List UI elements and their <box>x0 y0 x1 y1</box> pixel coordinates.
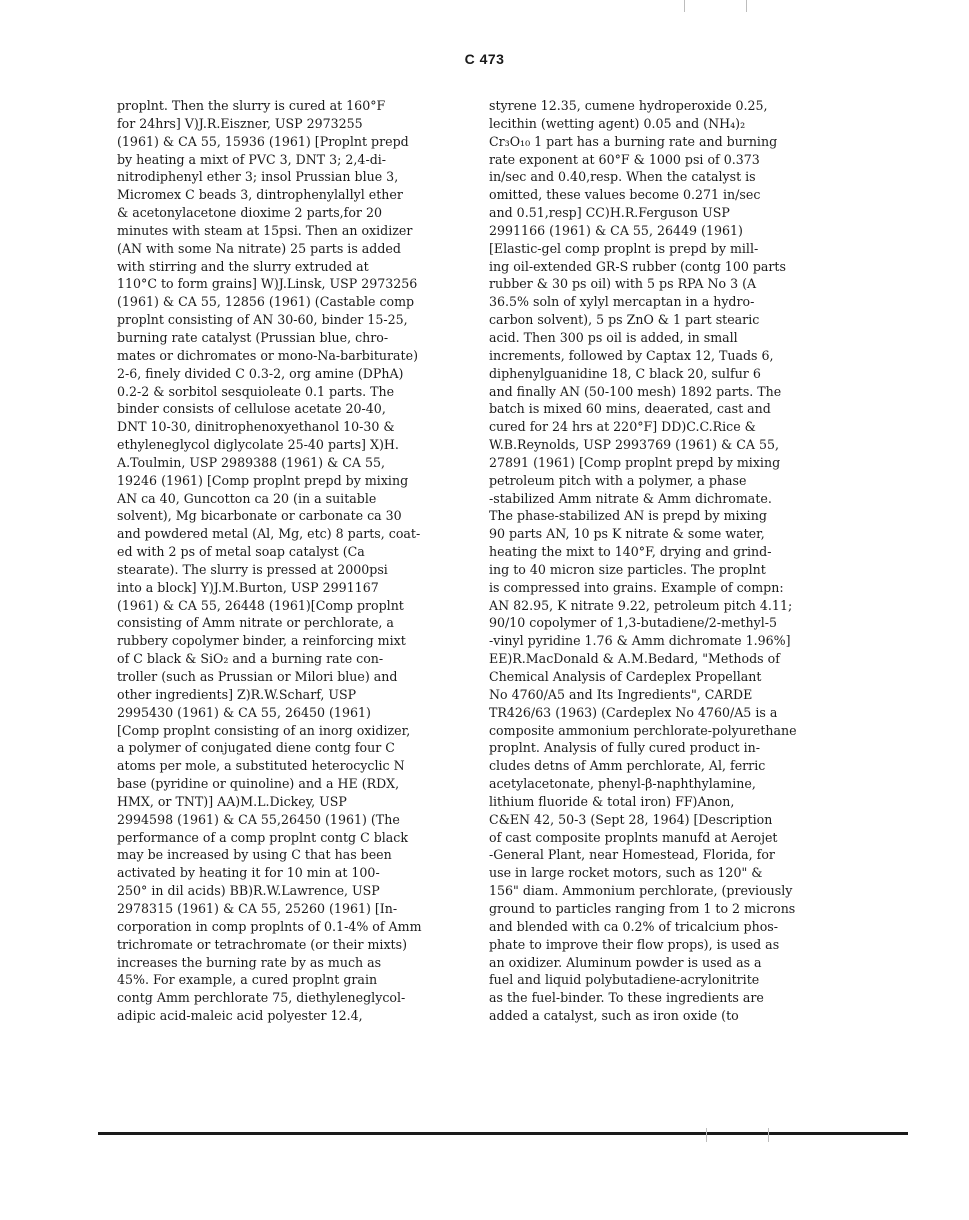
text-line: EE)R.MacDonald & A.M.Bedard, "Methods of <box>489 651 780 667</box>
text-line: A.Toulmin, USP 2989388 (1961) & CA 55, <box>117 454 385 470</box>
left-text-column <box>117 97 442 1025</box>
text-line: [Comp proplnt consisting of an inorg oxidizer, <box>117 722 411 738</box>
text-line: ing to 40 micron size particles. The proplnt <box>489 561 766 577</box>
text-line: ground to particles ranging from 1 to 2 microns <box>489 900 796 916</box>
text-line: 36.5% soln of xylyl mercaptan in a hydro- <box>489 294 755 310</box>
text-line: may be increased by using C that has been <box>117 847 392 863</box>
text-line: Cr₃O₁₀ 1 part has a burning rate and burning <box>489 133 778 149</box>
text-line: of C black & SiO₂ and a burning rate con- <box>117 651 384 667</box>
text-line: DNT 10-30, dinitrophenoxyethanol 10-30 & <box>117 419 395 435</box>
text-line: other ingredients] Z)R.W.Scharf, USP <box>117 686 357 702</box>
text-line: and blended with ca 0.2% of tricalcium phos- <box>489 918 779 934</box>
text-line: solvent), Mg bicarbonate or carbonate ca 30 <box>117 508 402 524</box>
text-line: AN ca 40, Guncotton ca 20 (in a suitable <box>117 490 377 506</box>
text-line: is compressed into grains. Example of compn: <box>489 579 784 595</box>
scan-mark-top-left <box>684 0 685 12</box>
text-line: atoms per mole, a substituted heterocyclic N <box>117 758 405 774</box>
text-line: HMX, or TNT)] AA)M.L.Dickey, USP <box>117 793 347 809</box>
text-line: phate to improve their flow props), is used as <box>489 936 780 952</box>
text-line: 90/10 copolymer of 1,3-butadiene/2-methyl-5 <box>489 615 778 631</box>
text-line: 156" diam. Ammonium perchlorate, (previously <box>489 883 793 899</box>
text-line: cured for 24 hrs at 220°F] DD)C.C.Rice & <box>489 419 756 435</box>
text-line: by heating a mixt of PVC 3, DNT 3; 2,4-di- <box>117 151 387 167</box>
text-line: rubbery copolymer binder, a reinforcing mixt <box>117 633 406 649</box>
text-line: 27891 (1961) [Comp proplnt prepd by mixing <box>489 454 781 470</box>
text-line: fuel and liquid polybutadiene-acrylonitrite <box>489 972 760 988</box>
text-line: 2-6, finely divided C 0.3-2, org amine (DPhA) <box>117 365 404 381</box>
text-line: styrene 12.35, cumene hydroperoxide 0.25, <box>489 98 768 113</box>
text-line: -stabilized Amm nitrate & Amm dichromate. <box>489 490 772 506</box>
text-line: C&EN 42, 50-3 (Sept 28, 1964) [Description <box>489 811 773 827</box>
text-line: (1961) & CA 55, 26448 (1961)[Comp proplnt <box>117 597 404 613</box>
text-line: troller (such as Prussian or Milori blue) and <box>117 669 398 684</box>
text-line: -vinyl pyridine 1.76 & Amm dichromate 1.96%] <box>489 633 791 649</box>
text-line: increments, followed by Captax 12, Tuads 6, <box>489 347 774 363</box>
text-line: into a block] Y)J.M.Burton, USP 2991167 <box>117 579 379 595</box>
text-line: with stirring and the slurry extruded at <box>117 258 369 274</box>
text-line: No 4760/A5 and Its Ingredients", CARDE <box>489 686 753 702</box>
text-line: 110°C to form grains] W)J.Linsk, USP 2973256 <box>117 276 418 292</box>
text-line: proplnt consisting of AN 30-60, binder 15-25, <box>117 312 408 328</box>
text-line: petroleum pitch with a polymer, a phase <box>489 472 747 488</box>
text-line: 250° in dil acids) BB)R.W.Lawrence, USP <box>117 883 380 899</box>
text-line: heating the mixt to 140°F, drying and grind- <box>489 544 772 560</box>
text-line: -General Plant, near Homestead, Florida, for <box>489 847 775 863</box>
text-line: proplnt. Then the slurry is cured at 160°F <box>117 98 386 113</box>
text-line: and powdered metal (Al, Mg, etc) 8 parts, coat- <box>117 526 421 542</box>
text-line: diphenylguanidine 18, C black 20, sulfur 6 <box>489 365 761 381</box>
text-line: ethyleneglycol diglycolate 25-40 parts] X)H. <box>117 437 399 453</box>
text-line: mates or dichromates or mono-Na-barbiturate) <box>117 347 418 363</box>
text-line: and finally AN (50-100 mesh) 1892 parts. The <box>489 383 782 399</box>
text-line: 0.2-2 & sorbitol sesquioleate 0.1 parts. The <box>117 383 395 399</box>
text-line: 90 parts AN, 10 ps K nitrate & some water, <box>489 526 765 542</box>
text-line: 45%. For example, a cured proplnt grain <box>117 972 378 988</box>
text-line: (1961) & CA 55, 15936 (1961) [Proplnt prepd <box>117 133 409 149</box>
text-line: proplnt. Analysis of fully cured product in- <box>489 740 760 756</box>
text-line: ing oil-extended GR-S rubber (contg 100 parts <box>489 258 786 274</box>
text-line: 2978315 (1961) & CA 55, 25260 (1961) [In- <box>117 900 398 916</box>
scan-mark-bottom-right <box>768 1128 769 1142</box>
text-line: AN 82.95, K nitrate 9.22, petroleum pitch 4.11; <box>489 597 793 613</box>
text-line: minutes with steam at 15psi. Then an oxidizer <box>117 222 413 238</box>
text-line: in/sec and 0.40,resp. When the catalyst is <box>489 169 756 185</box>
text-line: omitted, these values become 0.271 in/sec <box>489 187 761 203</box>
text-line: for 24hrs] V)J.R.Eiszner, USP 2973255 <box>117 115 363 131</box>
text-line: acid. Then 300 ps oil is added, in small <box>489 329 738 345</box>
bottom-rule <box>98 1132 908 1135</box>
text-line: lecithin (wetting agent) 0.05 and (NH₄)₂ <box>489 115 746 131</box>
text-line: 2994598 (1961) & CA 55,26450 (1961) (The <box>117 811 400 827</box>
text-line: ed with 2 ps of metal soap catalyst (Ca <box>117 544 365 560</box>
text-line: trichromate or tetrachromate (or their mixts) <box>117 936 407 952</box>
page-number: C 473 <box>464 51 505 67</box>
right-text-column <box>489 97 814 1025</box>
text-line: consisting of Amm nitrate or perchlorate, a <box>117 615 394 631</box>
text-line: acetylacetonate, phenyl-β-naphthylamine, <box>489 776 756 792</box>
text-line: carbon solvent), 5 ps ZnO & 1 part stearic <box>489 312 760 328</box>
text-line: (1961) & CA 55, 12856 (1961) (Castable comp <box>117 294 415 310</box>
text-line: cludes detns of Amm perchlorate, Al, ferric <box>489 758 766 774</box>
text-line: (AN with some Na nitrate) 25 parts is added <box>117 240 401 256</box>
text-line: activated by heating it for 10 min at 100- <box>117 865 380 881</box>
text-line: Chemical Analysis of Cardeplex Propellant <box>489 669 762 684</box>
text-line: & acetonylacetone dioxime 2 parts,for 20 <box>117 205 382 221</box>
text-line: adipic acid-maleic acid polyester 12.4, <box>117 1008 363 1024</box>
text-line: [Elastic-gel comp proplnt is prepd by mill- <box>489 240 759 256</box>
text-line: stearate). The slurry is pressed at 2000psi <box>117 561 388 577</box>
text-line: rubber & 30 ps oil) with 5 ps RPA No 3 (A <box>489 276 757 292</box>
text-line: composite ammonium perchlorate-polyurethane <box>489 722 797 738</box>
text-line: added a catalyst, such as iron oxide (to <box>489 1008 739 1024</box>
text-line: 2991166 (1961) & CA 55, 26449 (1961) <box>489 222 743 238</box>
text-line: Micromex C beads 3, dintrophenylallyl ether <box>117 187 403 203</box>
text-line: performance of a comp proplnt contg C black <box>117 829 408 845</box>
text-line: rate exponent at 60°F & 1000 psi of 0.373 <box>489 151 760 167</box>
text-line: corporation in comp proplnts of 0.1-4% of Amm <box>117 918 422 934</box>
text-line: as the fuel-binder. To these ingredients are <box>489 990 764 1006</box>
text-line: W.B.Reynolds, USP 2993769 (1961) & CA 55, <box>489 437 779 453</box>
text-line: lithium fluoride & total iron) FF)Anon, <box>489 793 735 809</box>
text-line: burning rate catalyst (Prussian blue, chro- <box>117 329 389 345</box>
text-line: and 0.51,resp] CC)H.R.Ferguson USP <box>489 205 730 221</box>
text-line: 2995430 (1961) & CA 55, 26450 (1961) <box>117 704 371 720</box>
text-line: binder consists of cellulose acetate 20-40, <box>117 401 386 417</box>
scan-mark-top-right <box>746 0 747 12</box>
text-line: The phase-stabilized AN is prepd by mixing <box>489 508 767 524</box>
text-line: batch is mixed 60 mins, deaerated, cast and <box>489 401 771 417</box>
scan-mark-bottom-left <box>706 1128 707 1142</box>
text-line: an oxidizer. Aluminum powder is used as a <box>489 954 762 970</box>
text-line: base (pyridine or quinoline) and a HE (RDX, <box>117 776 400 792</box>
text-line: contg Amm perchlorate 75, diethyleneglycol- <box>117 990 406 1006</box>
text-line: of cast composite proplnts manufd at Aerojet <box>489 829 778 845</box>
text-line: a polymer of conjugated diene contg four C <box>117 740 395 756</box>
text-line: increases the burning rate by as much as <box>117 954 382 970</box>
text-line: TR426/63 (1963) (Cardeplex No 4760/A5 is a <box>489 704 778 720</box>
text-line: use in large rocket motors, such as 120" & <box>489 865 763 881</box>
text-line: 19246 (1961) [Comp proplnt prepd by mixing <box>117 472 409 488</box>
text-line: nitrodiphenyl ether 3; insol Prussian blue 3, <box>117 169 399 185</box>
